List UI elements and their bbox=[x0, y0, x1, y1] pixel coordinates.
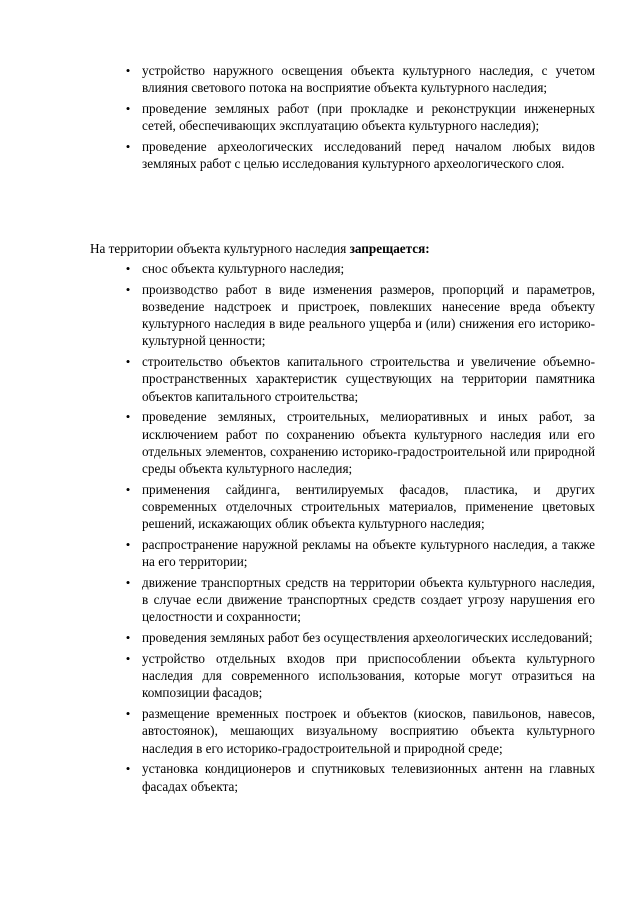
prohibited-works-list bbox=[125, 260, 595, 798]
bullet-icon: • bbox=[125, 537, 131, 553]
list-item bbox=[125, 138, 595, 172]
list-item-text: строительство объектов капитального строительства и увеличение объемно-пространственных характеристик существующих на территории памятника объектов капитального строительства; bbox=[142, 354, 595, 404]
list-item bbox=[125, 760, 595, 794]
list-item bbox=[125, 100, 595, 134]
intro-emphasis: запрещается: bbox=[349, 241, 430, 256]
list-item-text: распространение наружной рекламы на объекте культурного наследия, а также на его территории; bbox=[142, 537, 595, 570]
list-item-text: проведение земляных, строительных, мелиоративных и иных работ, за исключением работ по сохранению объекта культурного наследия или его отдельных элементов, сохранению историко-градостроительной или природной среды объекта культурного наследия; bbox=[142, 409, 595, 477]
bullet-icon: • bbox=[125, 354, 131, 370]
bullet-icon: • bbox=[125, 575, 131, 591]
list-item bbox=[125, 62, 595, 96]
list-item-text: применения сайдинга, вентилируемых фасадов, пластика, и других современных отделочных строительных материалов, применение цветовых решений, искажающих облик объекта культурного наследия; bbox=[142, 481, 595, 532]
list-item bbox=[125, 574, 595, 626]
list-item bbox=[125, 650, 595, 702]
list-item bbox=[125, 705, 595, 757]
bullet-icon: • bbox=[125, 409, 131, 425]
bullet-icon: • bbox=[125, 101, 131, 116]
list-item-text: устройство отдельных входов при приспособлении объекта культурного наследия для современного использования, которые могут отразиться на композиции фасадов; bbox=[142, 651, 595, 701]
bullet-icon: • bbox=[125, 706, 131, 722]
bullet-icon: • bbox=[125, 63, 131, 78]
list-item bbox=[125, 408, 595, 477]
intro-text: На территории объекта культурного наследия bbox=[90, 241, 350, 256]
list-item-text: установка кондиционеров и спутниковых телевизионных антенн на главных фасадах объекта; bbox=[142, 761, 595, 794]
list-item-text: проведение земляных работ (при прокладке и реконструкции инженерных сетей, обеспечивающих эксплуатацию объекта культурного наследия); bbox=[142, 101, 595, 134]
bullet-icon: • bbox=[125, 651, 131, 667]
list-item-text: производство работ в виде изменения размеров, пропорций и параметров, возведение надстроек и пристроек, повлекших нанесение вреда объекту культурного наследия в виде реального ущерба и (или) снижения его историко-культурной ценности; bbox=[142, 281, 595, 349]
list-item bbox=[125, 353, 595, 405]
list-item-text: размещение временных построек и объектов (киосков, павильонов, навесов, автостоянок), мешающих визуальному восприятию объекта культурного наследия в его историко-градостроительной и природной среде; bbox=[142, 706, 595, 756]
list-item-text: устройство наружного освещения объекта культурного наследия, с учетом влияния светового потока на восприятие объекта культурного наследия; bbox=[142, 63, 595, 96]
bullet-icon: • bbox=[125, 761, 131, 777]
list-item bbox=[125, 481, 595, 533]
list-item bbox=[125, 260, 595, 277]
bullet-icon: • bbox=[125, 630, 131, 646]
permitted-works-list bbox=[125, 62, 595, 176]
list-item-text: проведение археологических исследований перед началом любых видов земляных работ с целью исследования культурного археологического слоя. bbox=[142, 139, 595, 172]
list-item bbox=[125, 629, 595, 646]
list-item-text: движение транспортных средств на территории объекта культурного наследия, в случае если движение транспортных средств создает угрозу нарушения его целостности и сохранности; bbox=[142, 575, 595, 625]
list-item bbox=[125, 536, 595, 570]
bullet-icon: • bbox=[125, 281, 131, 297]
bullet-icon: • bbox=[125, 139, 131, 154]
bullet-icon: • bbox=[125, 261, 131, 276]
prohibitions-intro bbox=[90, 240, 595, 257]
list-item bbox=[125, 281, 595, 350]
list-item-text: снос объекта культурного наследия; bbox=[142, 261, 345, 276]
bullet-icon: • bbox=[125, 481, 131, 497]
list-item-text: проведения земляных работ без осуществления археологических исследований; bbox=[142, 630, 593, 646]
